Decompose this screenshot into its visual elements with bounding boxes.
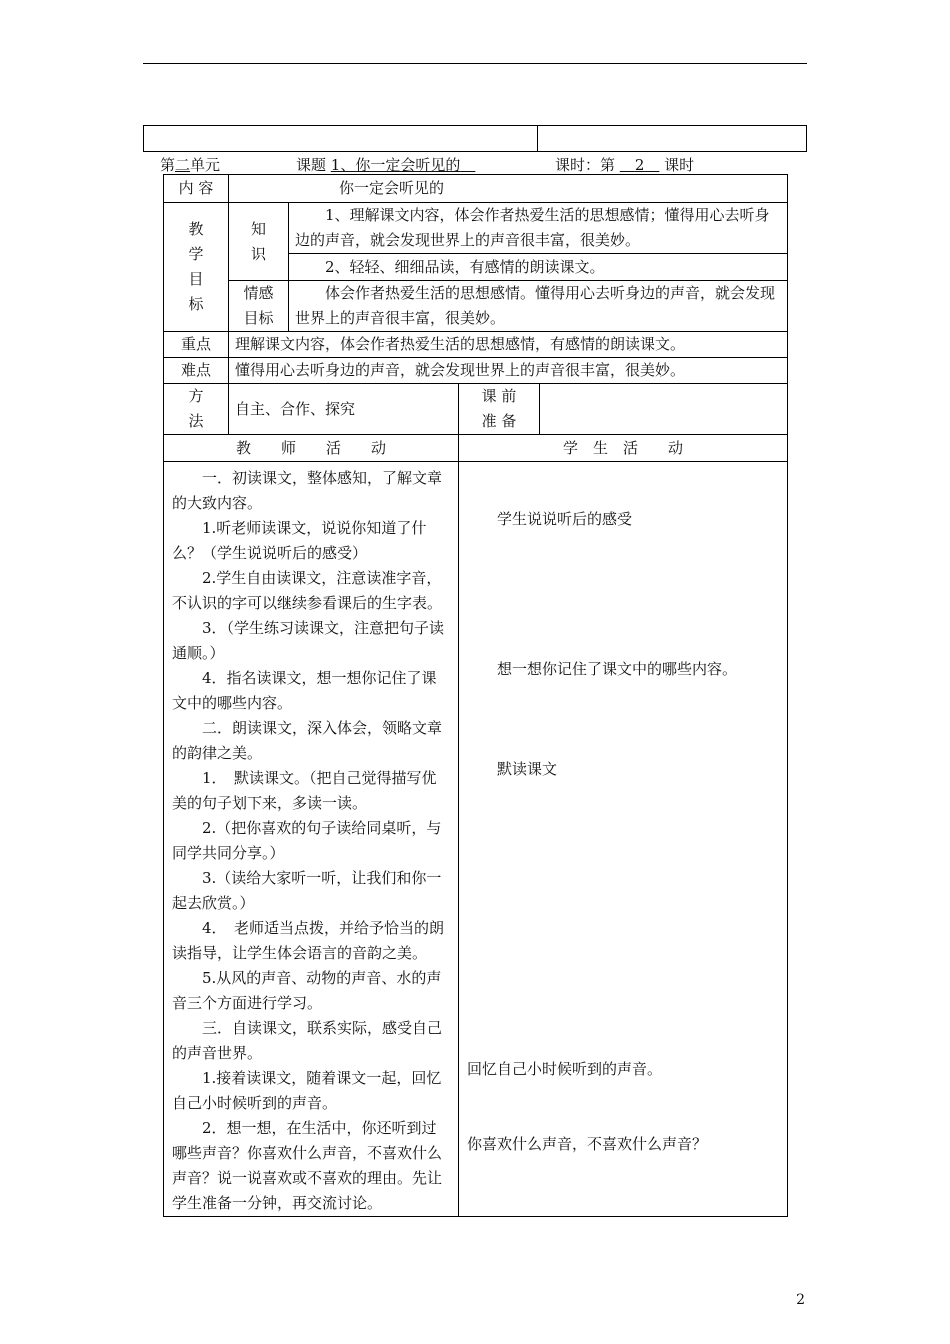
emotion-label: 情感 目标 <box>229 281 289 332</box>
teacher-activity-item: 3．（学生练习读课文，注意把句子读通顺。） <box>172 619 445 662</box>
unit-label: 第二单元 <box>160 156 221 174</box>
teacher-activity-item: 4．指名读课文，想一想你记住了课文中的哪些内容。 <box>172 669 437 712</box>
teacher-activity-item: 3.（读给大家听一听，让我们和你一起去欣赏。） <box>172 869 442 912</box>
topic-value: 1、你一定会听见的 <box>330 156 461 174</box>
teacher-activity-item: 1． 默读课文。（把自己觉得描写优美的句子划下来，多读一读。 <box>172 769 437 812</box>
key-point-text: 理解课文内容，体会作者热爱生活的思想感情，有感情的朗读课文。 <box>229 332 788 358</box>
difficult-point-label: 难点 <box>164 358 229 384</box>
teacher-activity-item: 一．初读课文，整体感知，了解文章的大致内容。 <box>172 469 443 512</box>
teacher-activity-item: 2.（把你喜欢的句子读给同桌听，与同学共同分享。） <box>172 819 442 862</box>
student-activity-item: 默读课文 <box>497 760 558 778</box>
student-activity-item: 你喜欢什么声音，不喜欢什么声音？ <box>467 1135 708 1153</box>
prep-text <box>540 384 788 435</box>
knowledge-goal-2: 2、轻轻、细细品读，有感情的朗读课文。 <box>289 254 788 281</box>
student-activity-item: 想一想你记住了课文中的哪些内容。 <box>497 660 738 678</box>
top-rule <box>143 63 807 64</box>
teacher-activity-item: 2．想一想，在生活中，你还听到过哪些声音？你喜欢什么声音，不喜欢什么声音？说一说喜欢或不喜欢的理由。先让学生准备一分钟，再交流讨论。 <box>172 1119 443 1212</box>
teacher-activity-header: 教 师 活 动 <box>164 435 459 462</box>
content-value: 你一定会听见的 <box>229 175 788 203</box>
knowledge-label: 知 识 <box>229 203 289 281</box>
topic-label: 课题 1、你一定会听见的 <box>296 156 461 174</box>
teacher-activity-item: 1.接着读课文，随着课文一起，回忆自己小时候听到的声音。 <box>172 1069 442 1112</box>
lesson-plan-table <box>163 174 788 1217</box>
content-label: 内 容 <box>164 175 229 203</box>
teacher-activity-item: 二．朗读课文，深入体会，领略文章的韵律之美。 <box>172 719 443 762</box>
teacher-activities <box>164 462 459 1217</box>
knowledge-goal-1: 1、理解课文内容，体会作者热爱生活的思想感情；懂得用心去听身边的声音，就会发现世界上的声音很丰富，很美妙。 <box>289 203 788 254</box>
student-activities <box>459 462 788 1217</box>
difficult-point-text: 懂得用心去听身边的声音，就会发现世界上的声音很丰富，很美妙。 <box>229 358 788 384</box>
top-empty-box <box>143 125 807 152</box>
period-label: 课时：第 2 课时 <box>555 156 695 174</box>
teacher-activity-item: 三．自读课文，联系实际，感受自己的声音世界。 <box>172 1019 443 1062</box>
key-point-label: 重点 <box>164 332 229 358</box>
goals-label: 教 学 目 标 <box>164 203 229 332</box>
student-activity-header: 学 生 活 动 <box>459 435 788 462</box>
teacher-activity-item: 5.从风的声音、动物的声音、水的声音三个方面进行学习。 <box>172 969 442 1012</box>
method-text: 自主、合作、探究 <box>229 384 459 435</box>
method-label: 方 法 <box>164 384 229 435</box>
teacher-activity-item: 1.听老师读课文，说说你知道了什么？（学生说说听后的感受） <box>172 519 427 562</box>
student-activity-item: 回忆自己小时候听到的声音。 <box>467 1060 663 1078</box>
prep-label: 课 前 准 备 <box>459 384 540 435</box>
student-activity-item: 学生说说听后的感受 <box>497 510 633 528</box>
emotion-goal: 体会作者热爱生活的思想感情。懂得用心去听身边的声音，就会发现世界上的声音很丰富，很美妙。 <box>289 281 788 332</box>
page-number: 2 <box>796 1292 805 1308</box>
teacher-activity-item: 2.学生自由读课文，注意读准字音，不认识的字可以继续参看课后的生字表。 <box>172 569 443 612</box>
teacher-activity-item: 4． 老师适当点拨，并给予恰当的朗读指导，让学生体会语言的音韵之美。 <box>172 919 445 962</box>
